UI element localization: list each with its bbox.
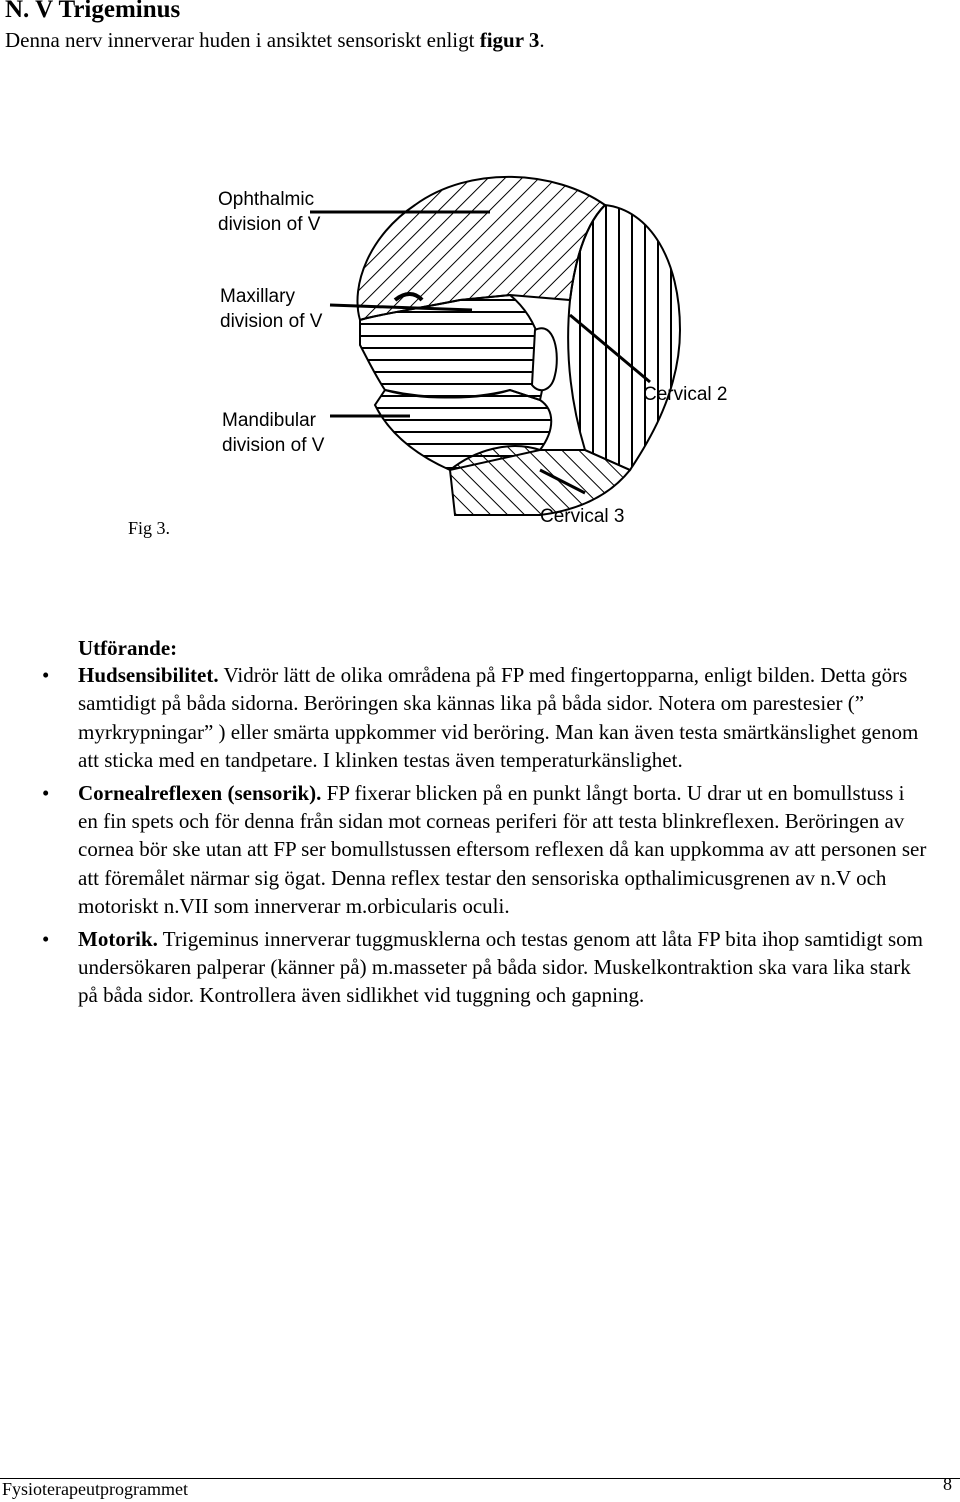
label-mandibular-line1: Mandibular: [222, 410, 316, 431]
head-dermatome-illustration: [210, 150, 770, 540]
item-title: Motorik.: [78, 926, 158, 951]
instruction-list: [42, 661, 928, 1014]
intro-paragraph: [5, 28, 545, 53]
dermatome-figure: [210, 150, 770, 540]
label-maxillary-line2: division of V: [220, 311, 323, 332]
item-text: Trigeminus innerverar tuggmusklerna och testas genom att låta FP bita ihop samtidigt som undersökaren palperar (känner på) m.masseter på båda sidor. Muskelkontraktion ska vara lika stark på båda sidor. Kontrollera även sidlikhet vid tuggning och gapning.: [78, 926, 923, 1008]
label-cervical2: Cervical 2: [643, 384, 728, 405]
bullet-icon: •: [42, 926, 50, 951]
list-item: [42, 779, 928, 921]
intro-figure-ref: figur 3: [479, 28, 540, 52]
list-item: [42, 661, 928, 775]
label-maxillary-line1: Maxillary: [220, 286, 295, 307]
figure-caption: Fig 3.: [128, 518, 171, 538]
page-number: 8: [943, 1474, 952, 1494]
item-title: Hudsensibilitet.: [78, 663, 219, 687]
label-cervical3: Cervical 3: [540, 506, 625, 527]
bullet-icon: •: [42, 780, 50, 805]
footer-program: Fysioterapeutprogrammet: [2, 1479, 188, 1499]
cervical2-region: [568, 205, 680, 470]
section-title: Utförande:: [78, 636, 178, 660]
item-text: FP fixerar blicken på en punkt långt borta. U drar ut en bomullstuss i en fin spets och för denna från sidan mot corneas periferi för att testa blinkreflexen. Beröringen av cornea bör ske utan att FP ser bomullstussen eftersom reflexen då kan uppkomma av att personen ser att föremålet närmar sig ögat. Denna reflex testar den sensoriska opthalimicusgrenen av n.V och motoriskt n.VII som innerverar m.orbicularis oculi.: [78, 780, 927, 919]
ear-shape: [532, 328, 557, 390]
page-heading: N. V Trigeminus: [5, 0, 181, 23]
item-text: Vidrör lätt de olika områdena på FP med fingertopparna, enligt bilden. Detta görs samtidigt på båda sidorna. Beröringen ska kännas lika på båda sidor. Notera om parestesier (” myrkrypningar” ) eller smärta uppkommer vid beröring. Man kan även testa smärtkänslighet genom att sticka med en tandpetare. I klinken testas även temperaturkänslighet.: [78, 663, 919, 773]
intro-text: Denna nerv innerverar huden i ansiktet sensoriskt enligt: [5, 28, 480, 52]
list-item: [42, 925, 928, 1010]
label-mandibular-line2: division of V: [222, 435, 325, 456]
item-title: Cornealreflexen (sensorik).: [78, 780, 322, 805]
label-ophthalmic-line2: division of V: [218, 214, 321, 235]
intro-end: .: [539, 28, 545, 52]
label-ophthalmic-line1: Ophthalmic: [218, 189, 315, 210]
bullet-icon: •: [42, 663, 50, 687]
